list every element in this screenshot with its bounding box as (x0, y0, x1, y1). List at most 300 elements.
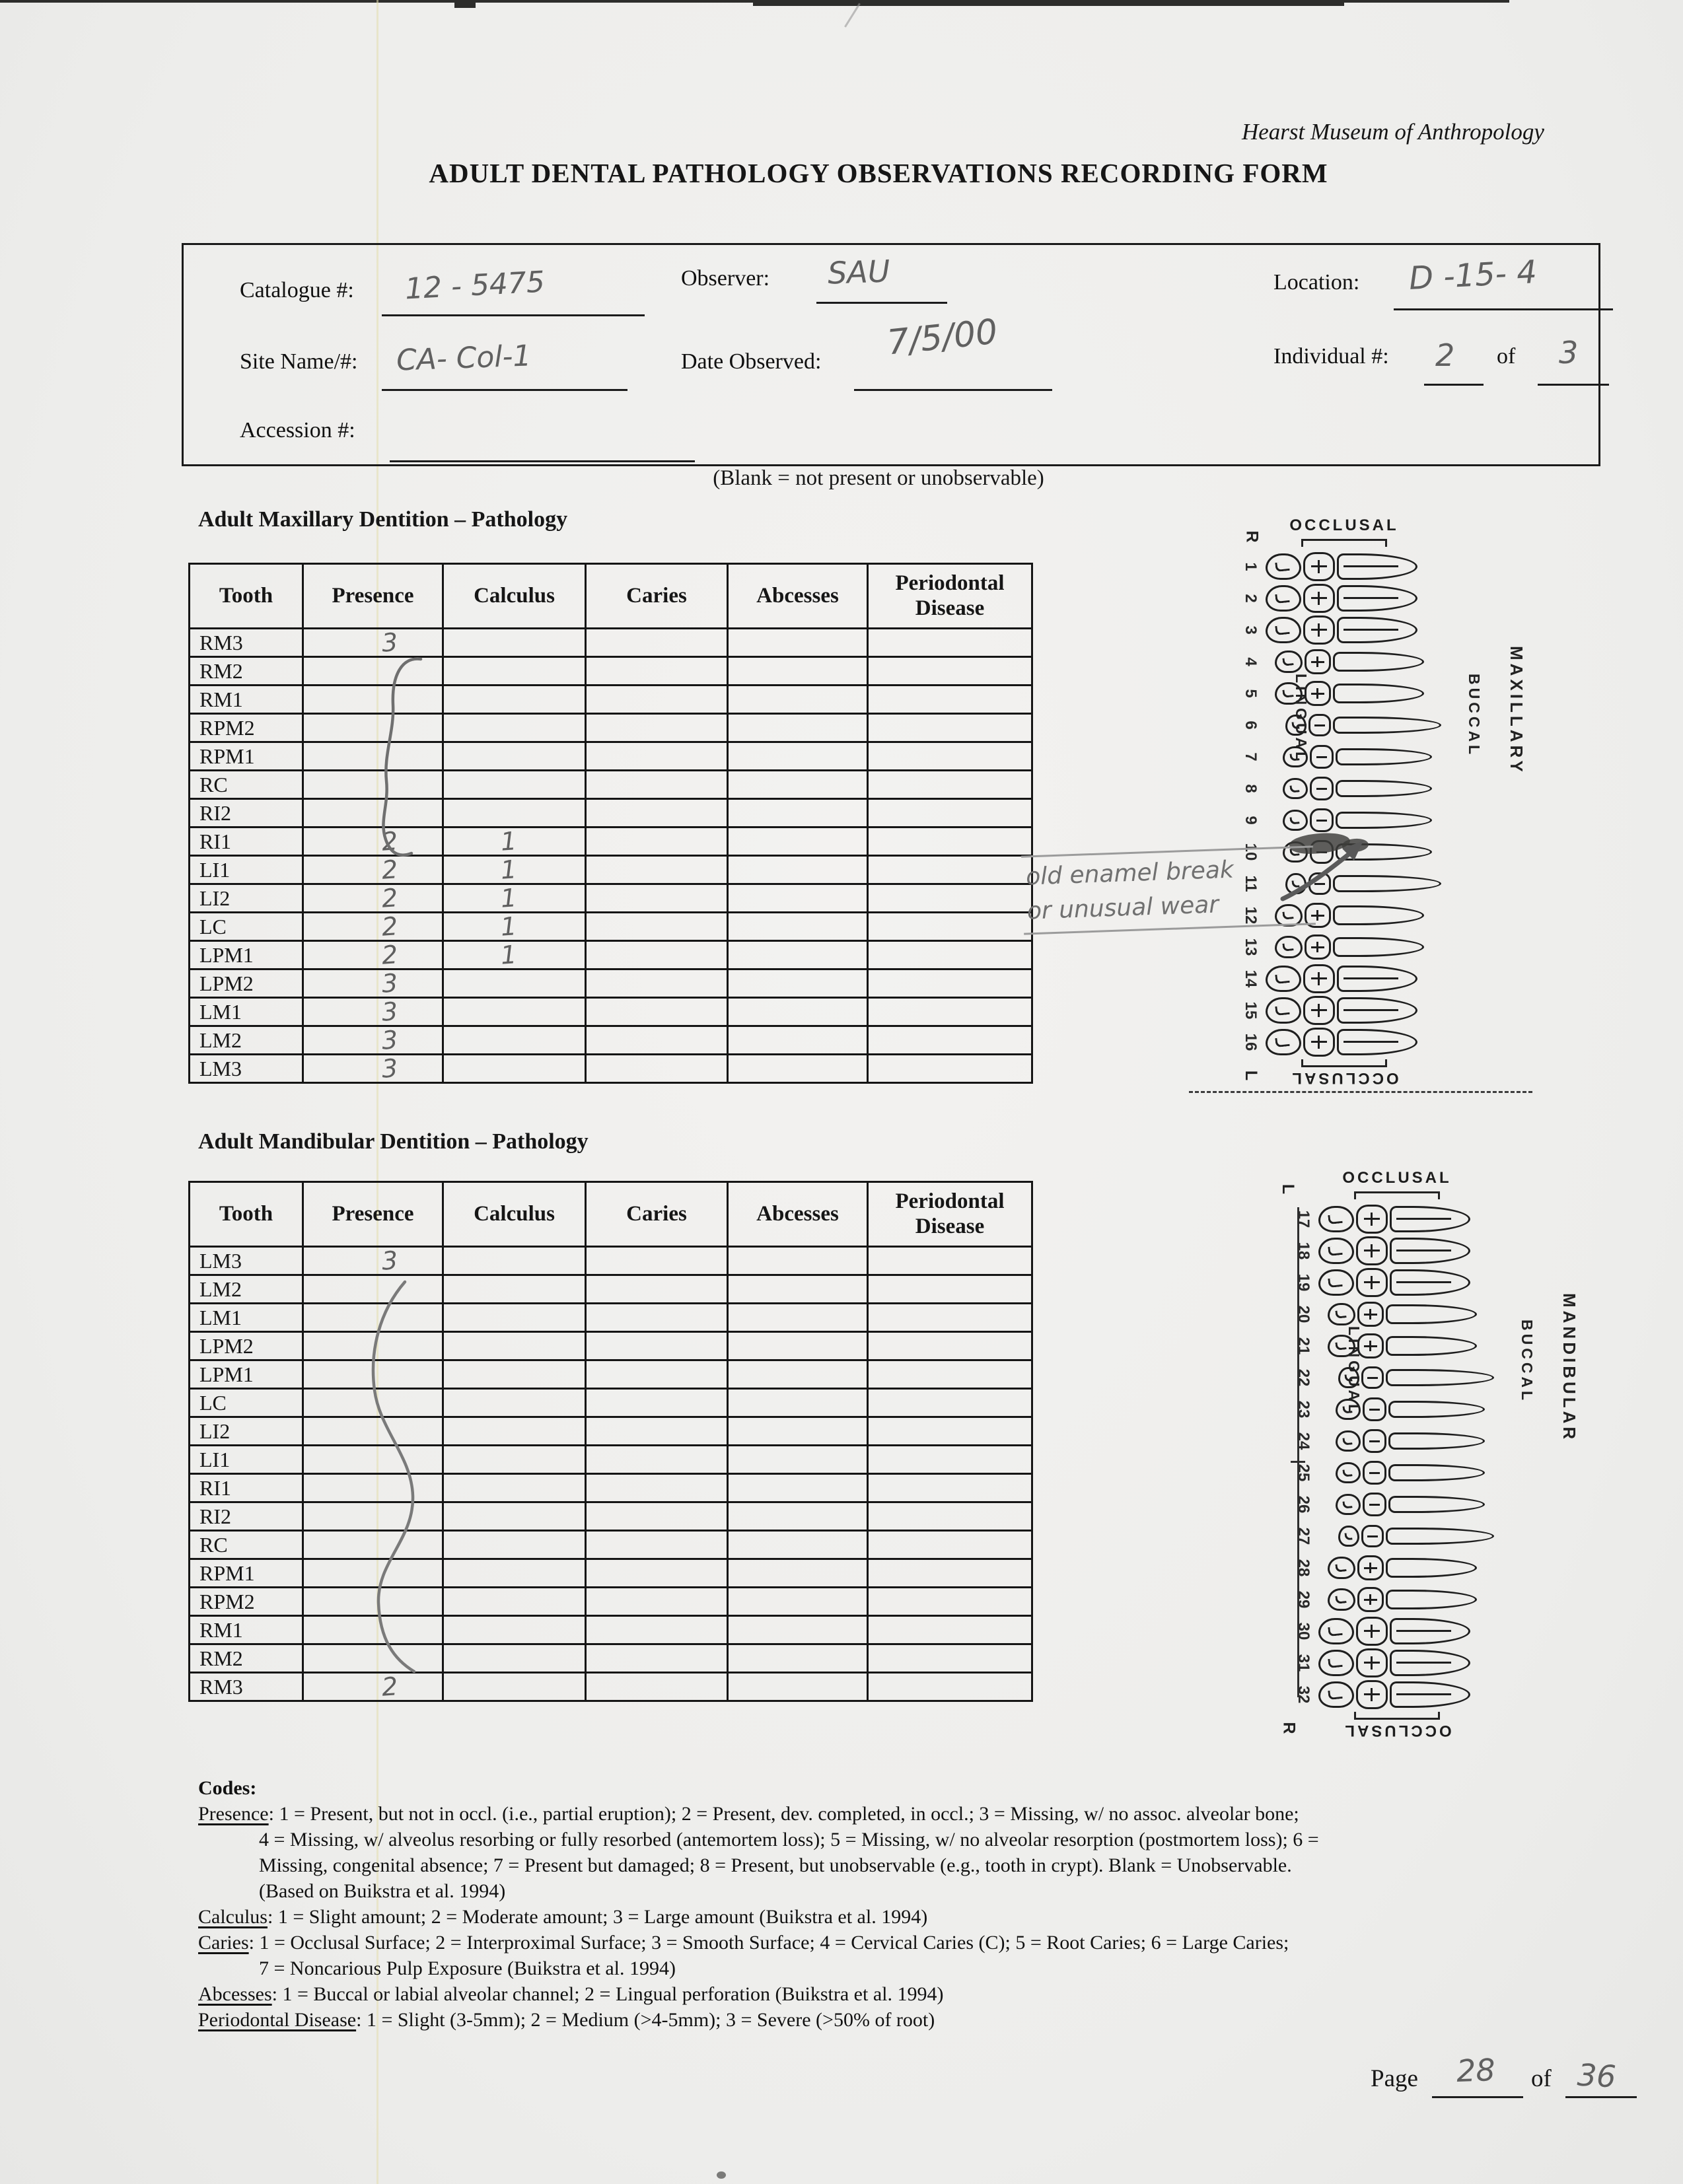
tooth-cell: LM1 (190, 1304, 303, 1332)
caries-cell (586, 799, 728, 828)
date-value: 7/5/00 (885, 312, 1000, 363)
accession-underline (390, 460, 695, 462)
tooth-cell: LM3 (190, 1055, 303, 1083)
tooth-number: 20 (1295, 1305, 1312, 1323)
accession-label: Accession #: (240, 418, 355, 442)
tooth-crown-lingual-icon (1336, 1494, 1361, 1515)
caries-cell (586, 1417, 728, 1446)
abcesses-cell (728, 828, 868, 856)
caries-cell (586, 1446, 728, 1474)
calculus-cell (443, 1360, 586, 1389)
calculus-cell: 1 (443, 941, 586, 969)
tooth-root-buccal-icon (1388, 1496, 1485, 1513)
table-row (190, 799, 1032, 828)
table-row (190, 1332, 1032, 1360)
periodontal-cell (868, 1673, 1032, 1701)
tooth-cell: RC (190, 1531, 303, 1559)
tooth-number: 29 (1295, 1590, 1312, 1609)
table-row (190, 686, 1032, 714)
calculus-cell (443, 1275, 586, 1304)
presence-cell (303, 1474, 443, 1502)
tooth-crown-lingual-icon (1336, 1462, 1361, 1483)
calculus-cell (443, 1588, 586, 1616)
calculus-cell (443, 1644, 586, 1673)
tooth-row (1235, 709, 1441, 741)
abcesses-cell (728, 1644, 868, 1673)
table-row (190, 1389, 1032, 1417)
page-total-underline (1565, 2096, 1637, 2098)
calculus-cell (443, 969, 586, 998)
tooth-number: 18 (1295, 1242, 1312, 1260)
tooth-crown-lingual-icon (1336, 1430, 1361, 1452)
tooth-crown-lingual-icon (1318, 1618, 1354, 1644)
tooth-crown-lingual-icon (1266, 1029, 1301, 1055)
tooth-root-buccal-icon (1337, 966, 1417, 992)
annotation-line-1: old enamel break (1025, 856, 1235, 891)
periodontal-cell (868, 1389, 1032, 1417)
tooth-number: 16 (1242, 1033, 1260, 1051)
abcesses-cell (728, 969, 868, 998)
periodontal-cell (868, 1588, 1032, 1616)
tooth-root-buccal-icon (1386, 1369, 1494, 1386)
caries-cell (586, 998, 728, 1026)
tooth-occlusal-icon (1363, 1397, 1386, 1421)
site-label: Site Name/#: (240, 349, 358, 374)
calculus-cell (443, 998, 586, 1026)
side-letter-right: R (1279, 1722, 1299, 1734)
caries-codes-line2: 7 = Noncarious Pulp Exposure (Buikstra et al. 1994) (259, 1957, 676, 1979)
scan-dot-artifact (717, 2171, 726, 2179)
tooth-row (1288, 1647, 1494, 1679)
occlusal-bottom-label: OCCLUSAL (1289, 1069, 1399, 1087)
tooth-number: 25 (1295, 1463, 1312, 1482)
caries-cell (586, 856, 728, 884)
tooth-occlusal-icon (1303, 584, 1335, 613)
catalogue-underline (382, 314, 645, 316)
abcesses-cell (728, 657, 868, 686)
tooth-root-buccal-icon (1386, 1528, 1494, 1545)
presence-cell: 3 (303, 1055, 443, 1083)
col-header-tooth: Tooth (190, 564, 303, 629)
tooth-cell: LPM2 (190, 969, 303, 998)
tooth-occlusal-icon (1303, 1028, 1335, 1057)
col-header-calculus: Calculus (443, 564, 586, 629)
tooth-row (1235, 931, 1441, 963)
tooth-cell: LI1 (190, 856, 303, 884)
page-total-value: 36 (1576, 2057, 1617, 2095)
tooth-occlusal-icon (1305, 934, 1331, 960)
presence-cell (303, 742, 443, 771)
tooth-number: 14 (1242, 969, 1260, 988)
periodontal-cell (868, 1026, 1032, 1055)
org-name: Hearst Museum of Anthropology (1242, 119, 1544, 145)
tooth-root-buccal-icon (1337, 553, 1417, 580)
tooth-row (1288, 1425, 1494, 1457)
tooth-occlusal-icon (1310, 808, 1334, 832)
tooth-root-buccal-icon (1390, 1618, 1470, 1644)
codes-heading: Codes: (198, 1777, 257, 1799)
tooth-row (1235, 773, 1441, 804)
presence-cell: 2 (303, 913, 443, 941)
tooth-crown-lingual-icon (1338, 1526, 1359, 1547)
tooth-number: 26 (1295, 1495, 1312, 1514)
caries-cell (586, 1673, 728, 1701)
presence-cell (303, 1304, 443, 1332)
tooth-row (1235, 741, 1441, 773)
tooth-cell: LM3 (190, 1247, 303, 1275)
presence-cell (303, 1446, 443, 1474)
tooth-row (1288, 1489, 1494, 1520)
tooth-number: 30 (1295, 1622, 1312, 1640)
tooth-occlusal-icon (1356, 1648, 1388, 1677)
tooth-crown-lingual-icon (1275, 651, 1303, 673)
tooth-root-buccal-icon (1388, 1401, 1485, 1418)
presence-code-label: Presence (198, 1803, 269, 1825)
presence-cell (303, 1531, 443, 1559)
table-row (190, 1616, 1032, 1644)
periodontal-cell (868, 1275, 1032, 1304)
table-row (190, 1673, 1032, 1701)
abcesses-cell (728, 1389, 868, 1417)
header-fields-box (182, 243, 1600, 466)
presence-cell: 2 (303, 828, 443, 856)
abcesses-cell (728, 1616, 868, 1644)
caries-cell (586, 629, 728, 657)
pencil-annotation (1021, 845, 1316, 934)
tooth-number: 21 (1295, 1337, 1312, 1355)
tooth-crown-lingual-icon (1275, 936, 1303, 958)
tooth-root-buccal-icon (1386, 1304, 1477, 1324)
tooth-crown-lingual-icon (1328, 1588, 1355, 1611)
caries-code-label: Caries (198, 1932, 249, 1954)
col-header-abcesses: Abcesses (728, 564, 868, 629)
occlusal-top-label: OCCLUSAL (1342, 1169, 1452, 1187)
table-row (190, 1417, 1032, 1446)
caries-cell (586, 1304, 728, 1332)
tooth-occlusal-icon (1303, 616, 1335, 645)
presence-cell (303, 1332, 443, 1360)
presence-cell (303, 1389, 443, 1417)
lingual-label: LINGUAL (1345, 1326, 1363, 1417)
presence-codes-line1: Presence: 1 = Present, but not in occl. (i.e., partial eruption); 2 = Present, dev. completed, in occl.; 3 = Missing, w/ no assoc. alveolar bone; (198, 1803, 1299, 1825)
blank-note: (Blank = not present or unobservable) (713, 466, 1044, 490)
table-row (190, 1559, 1032, 1588)
tooth-cell: LPM2 (190, 1332, 303, 1360)
maxillary-teeth-rows (1235, 551, 1441, 1058)
presence-cell (303, 686, 443, 714)
tooth-cell: RM3 (190, 1673, 303, 1701)
calculus-cell (443, 1055, 586, 1083)
abcesses-cell (728, 1559, 868, 1588)
presence-cell: 3 (303, 1247, 443, 1275)
table-row (190, 828, 1032, 856)
tooth-root-buccal-icon (1388, 1432, 1485, 1450)
arch-label-mandibular: MANDIBULAR (1559, 1293, 1579, 1443)
presence-cell: 3 (303, 1026, 443, 1055)
abcesses-cell (728, 629, 868, 657)
tooth-root-buccal-icon (1337, 617, 1417, 643)
buccal-label: BUCCAL (1519, 1320, 1536, 1404)
date-observed-label: Date Observed: (681, 349, 822, 374)
abcesses-cell (728, 771, 868, 799)
col-header-presence: Presence (303, 1182, 443, 1247)
diagram-baseline-dashes (1189, 1091, 1532, 1093)
arch-label-maxillary: MAXILLARY (1507, 646, 1526, 775)
table-row (190, 714, 1032, 742)
abcesses-cell (728, 1055, 868, 1083)
calculus-cell (443, 1332, 586, 1360)
occlusal-bottom-bracket (1354, 1712, 1440, 1720)
tooth-occlusal-icon (1363, 1429, 1386, 1453)
individual-label: Individual #: (1273, 344, 1389, 369)
mandibular-tooth-diagram (1279, 1169, 1598, 1757)
tooth-root-buccal-icon (1337, 1029, 1417, 1055)
col-header-periodontal: Periodontal Disease (868, 1182, 1032, 1247)
tooth-number: 8 (1242, 784, 1260, 793)
tooth-cell: RI2 (190, 1502, 303, 1531)
tooth-cell: LM1 (190, 998, 303, 1026)
abcesses-cell (728, 1275, 868, 1304)
caries-cell (586, 1474, 728, 1502)
mandibular-section-title: Adult Mandibular Dentition – Pathology (198, 1129, 589, 1154)
abcesses-cell (728, 1417, 868, 1446)
tooth-row (1235, 614, 1441, 646)
presence-codes-line2: 4 = Missing, w/ alveolus resorbing or fully resorbed (antemortem loss); 5 = Missing, w/ no alveolar resorption (postmortem loss); 6 = (259, 1829, 1319, 1850)
maxillary-table-body (190, 629, 1032, 1083)
caries-cell (586, 1644, 728, 1673)
tooth-cell: RPM1 (190, 1559, 303, 1588)
page-label: Page (1371, 2065, 1418, 2092)
occlusal-top-bracket (1301, 539, 1387, 547)
tooth-occlusal-icon (1357, 1587, 1384, 1612)
tooth-occlusal-icon (1356, 1236, 1388, 1265)
calculus-cell: 1 (443, 856, 586, 884)
tooth-number: 4 (1242, 657, 1260, 666)
calculus-cell: 1 (443, 884, 586, 913)
tooth-cell: RI1 (190, 828, 303, 856)
calculus-cell: 1 (443, 913, 586, 941)
caries-cell (586, 913, 728, 941)
presence-cell: 3 (303, 969, 443, 998)
maxillary-table (188, 563, 1033, 1084)
tooth-cell: LI2 (190, 1417, 303, 1446)
table-row (190, 742, 1032, 771)
tooth-root-buccal-icon (1388, 1464, 1485, 1481)
site-value: CA- Col-1 (396, 339, 532, 378)
date-underline (854, 389, 1052, 391)
tooth-number: 1 (1242, 562, 1260, 571)
presence-cell (303, 657, 443, 686)
tooth-occlusal-icon (1303, 996, 1335, 1025)
tooth-crown-lingual-icon (1266, 617, 1301, 643)
abcesses-cell (728, 856, 868, 884)
presence-cell: 3 (303, 629, 443, 657)
table-row (190, 856, 1032, 884)
tooth-cell: RM2 (190, 657, 303, 686)
abcesses-cell (728, 1502, 868, 1531)
tooth-root-buccal-icon (1333, 717, 1441, 734)
table-row (190, 1275, 1032, 1304)
col-header-caries: Caries (586, 1182, 728, 1247)
tooth-row (1288, 1267, 1494, 1298)
periodontal-cell (868, 1055, 1032, 1083)
tooth-crown-lingual-icon (1266, 553, 1301, 580)
individual-value: 2 (1435, 337, 1455, 373)
maxillary-header-row (190, 564, 1032, 629)
presence-cell (303, 1417, 443, 1446)
calculus-cell (443, 1247, 586, 1275)
abcesses-cell (728, 1247, 868, 1275)
caries-cell (586, 1247, 728, 1275)
calculus-cell (443, 629, 586, 657)
side-letter-left: L (1279, 1183, 1298, 1195)
tooth-cell: LPM1 (190, 1360, 303, 1389)
presence-cell: 2 (303, 856, 443, 884)
periodontal-cell (868, 856, 1032, 884)
calculus-cell (443, 1304, 586, 1332)
tooth-occlusal-icon (1361, 1366, 1384, 1389)
table-row (190, 1304, 1032, 1332)
tooth-row (1288, 1520, 1494, 1552)
tooth-crown-lingual-icon (1318, 1681, 1354, 1708)
tooth-cell: RI1 (190, 1474, 303, 1502)
tooth-cell: RPM1 (190, 742, 303, 771)
caries-cell (586, 714, 728, 742)
tooth-cell: RM3 (190, 629, 303, 657)
abcesses-cell (728, 799, 868, 828)
caries-cell (586, 941, 728, 969)
table-row (190, 913, 1032, 941)
periodontal-cell (868, 1531, 1032, 1559)
periodontal-cell (868, 1417, 1032, 1446)
caries-cell (586, 1502, 728, 1531)
calculus-cell (443, 1616, 586, 1644)
tooth-root-buccal-icon (1333, 905, 1424, 925)
tooth-cell: LM2 (190, 1026, 303, 1055)
tooth-crown-lingual-icon (1266, 997, 1301, 1024)
tooth-occlusal-icon (1361, 1525, 1384, 1547)
abcesses-cell (728, 941, 868, 969)
side-letter-right: R (1242, 530, 1262, 543)
calculus-cell (443, 1474, 586, 1502)
table-row (190, 1055, 1032, 1083)
tooth-crown-lingual-icon (1283, 810, 1308, 831)
caries-cell (586, 828, 728, 856)
tooth-number: 15 (1242, 1001, 1260, 1020)
table-row (190, 1644, 1032, 1673)
catalogue-value: 12 - 5475 (404, 265, 546, 306)
tooth-number: 6 (1242, 721, 1260, 730)
individual-total-value: 3 (1559, 335, 1579, 370)
tooth-crown-lingual-icon (1283, 778, 1308, 799)
caries-cell (586, 657, 728, 686)
tooth-cell: LM2 (190, 1275, 303, 1304)
tooth-number: 19 (1295, 1273, 1312, 1292)
tooth-row (1288, 1457, 1494, 1489)
tooth-root-buccal-icon (1390, 1650, 1470, 1676)
caries-cell (586, 1616, 728, 1644)
tooth-number: 3 (1242, 625, 1260, 635)
tooth-row (1288, 1679, 1494, 1710)
table-row (190, 1446, 1032, 1474)
calculus-cell (443, 1417, 586, 1446)
periodontal-cell (868, 1446, 1032, 1474)
tooth-occlusal-icon (1357, 1555, 1384, 1580)
tooth-occlusal-icon (1310, 745, 1334, 769)
individual-of-label: of (1497, 344, 1516, 369)
tooth-occlusal-icon (1305, 649, 1331, 674)
presence-cell: 3 (303, 998, 443, 1026)
periodontal-cell (868, 1644, 1032, 1673)
abcesses-codes-line: Abcesses: 1 = Buccal or labial alveolar channel; 2 = Lingual perforation (Buikstra et al. 1994) (198, 1983, 944, 2005)
calculus-cell (443, 1389, 586, 1417)
tooth-root-buccal-icon (1336, 748, 1432, 765)
occlusal-bottom-label: OCCLUSAL (1342, 1722, 1452, 1740)
presence-cell (303, 1559, 443, 1588)
presence-codes-line4: (Based on Buikstra et al. 1994) (259, 1880, 506, 1902)
calculus-cell (443, 714, 586, 742)
tooth-number: 32 (1295, 1685, 1312, 1704)
periodontal-cell (868, 1332, 1032, 1360)
calculus-cell (443, 686, 586, 714)
col-header-periodontal: Periodontal Disease (868, 564, 1032, 629)
calculus-cell (443, 657, 586, 686)
periodontal-cell (868, 1502, 1032, 1531)
tooth-cell: LC (190, 1389, 303, 1417)
calculus-cell (443, 742, 586, 771)
abcesses-code-label: Abcesses (198, 1983, 272, 2005)
tooth-root-buccal-icon (1390, 1238, 1470, 1264)
tooth-cell: RI2 (190, 799, 303, 828)
tooth-occlusal-icon (1357, 1302, 1384, 1327)
calculus-cell (443, 799, 586, 828)
tooth-crown-lingual-icon (1318, 1650, 1354, 1676)
presence-cell: 2 (303, 884, 443, 913)
occlusal-bottom-bracket (1301, 1059, 1387, 1067)
caries-cell (586, 1360, 728, 1389)
tooth-root-buccal-icon (1337, 585, 1417, 612)
calculus-cell (443, 771, 586, 799)
tooth-number: 23 (1295, 1400, 1312, 1419)
tooth-row (1288, 1362, 1494, 1393)
abcesses-cell (728, 913, 868, 941)
caries-cell (586, 1332, 728, 1360)
periodontal-cell (868, 941, 1032, 969)
mandibular-teeth-rows (1288, 1203, 1494, 1710)
periodontal-cell (868, 884, 1032, 913)
tooth-root-buccal-icon (1386, 1558, 1477, 1578)
tooth-occlusal-icon (1303, 552, 1335, 581)
tooth-cell: RPM2 (190, 1588, 303, 1616)
periodontal-cell (868, 742, 1032, 771)
tooth-row (1235, 995, 1441, 1026)
location-label: Location: (1273, 270, 1360, 295)
maxillary-tooth-diagram (1235, 516, 1546, 1104)
caries-cell (586, 1389, 728, 1417)
tooth-row (1288, 1584, 1494, 1615)
page-number-value: 28 (1456, 2051, 1496, 2090)
abcesses-cell (728, 1474, 868, 1502)
tooth-occlusal-icon (1303, 964, 1335, 993)
table-row (190, 1247, 1032, 1275)
tooth-occlusal-icon (1363, 1461, 1386, 1485)
tooth-row (1235, 678, 1441, 709)
presence-cell (303, 714, 443, 742)
tooth-crown-lingual-icon (1266, 966, 1301, 992)
abcesses-cell (728, 714, 868, 742)
tooth-row (1288, 1235, 1494, 1267)
tooth-number: 7 (1242, 752, 1260, 761)
